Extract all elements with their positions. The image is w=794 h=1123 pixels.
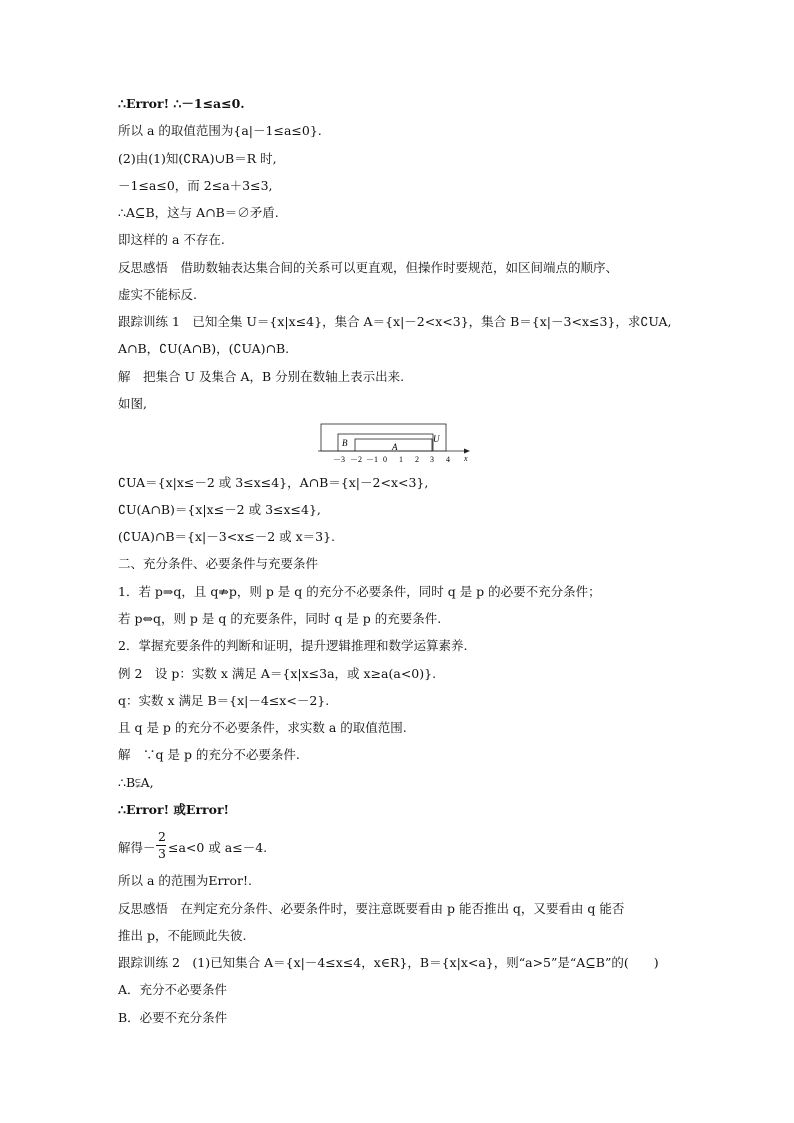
text-line: ∴B⫋A, (118, 775, 154, 790)
set-label-u: U (433, 434, 440, 444)
solution-line: 解 ∵q 是 p 的充分不必要条件. (118, 747, 300, 762)
tick-label: 3 (430, 455, 434, 464)
tick-label: 1 (399, 455, 403, 464)
text-line: 1．若 p⇒q，且 q⇏p，则 p 是 q 的充分不必要条件，同时 q 是 p 的必要不充分条件； (118, 584, 601, 599)
tick-label: －1 (366, 455, 378, 464)
exercise-heading: 跟踪训练 1 已知全集 U＝{x|x≤4}，集合 A＝{x|－2<x<3}，集合 B＝{x|－3<x≤3}，求∁UA, (118, 314, 672, 329)
text-line: －1≤a≤0，而 2≤a＋3≤3, (118, 178, 273, 193)
reflection-heading: 反思感悟 借助数轴表达集合间的关系可以更直观，但操作时要规范，如区间端点的顺序、 (118, 260, 619, 275)
text-line: 且 q 是 p 的充分不必要条件，求实数 a 的取值范围. (118, 720, 407, 735)
text-line: (2)由(1)知(∁RA)∪B＝R 时, (118, 151, 277, 166)
set-u-box (321, 424, 446, 451)
option-b: B．必要不充分条件 (118, 1010, 228, 1025)
axis-label: x (464, 454, 468, 463)
tick-label: 4 (446, 455, 450, 464)
set-label-b: B (342, 438, 348, 448)
reflection-heading: 反思感悟 在判定充分条件、必要条件时，要注意既要看由 p 能否推出 q，又要看由 q 能否 (118, 901, 625, 916)
text-line: ∴A⊆B，这与 A∩B＝∅矛盾. (118, 205, 279, 220)
tick-label: 2 (415, 455, 419, 464)
text-line: 推出 p，不能顾此失彼. (118, 928, 247, 943)
text-line: A∩B，∁U(A∩B)，(∁UA)∩B. (118, 341, 290, 356)
text-line: 所以 a 的范围为Error!. (118, 873, 252, 888)
number-line-figure (318, 420, 478, 466)
text-line: ∴Error! ∴－1≤a≤0. (118, 96, 245, 111)
fraction-suffix: ≤a<0 或 a≤－4. (168, 840, 268, 855)
option-a: A．充分不必要条件 (118, 982, 228, 997)
fraction-prefix: 解得－ (118, 840, 156, 855)
text-line: 所以 a 的取值范围为{a|－1≤a≤0}. (118, 123, 322, 138)
fraction-denominator: 3 (158, 846, 166, 861)
tick-label: －2 (350, 455, 362, 464)
set-b-box (338, 434, 433, 451)
text-line: 即这样的 a 不存在. (118, 232, 225, 247)
tick-label: －3 (333, 455, 345, 464)
text-line: (∁UA)∩B＝{x|－3<x≤－2 或 x＝3}. (118, 529, 336, 544)
exercise-heading: 跟踪训练 2 (1)已知集合 A＝{x|－4≤x≤4，x∈R}，B＝{x|x<a}，则“a>5”是“A⊆B”的( ) (118, 955, 659, 970)
text-line: 2．掌握充要条件的判断和证明，提升逻辑推理和数学运算素养. (118, 638, 468, 653)
text-line: ∴Error! 或Error! (118, 802, 230, 817)
example-heading: 例 2 设 p：实数 x 满足 A＝{x|x≤3a，或 x≥a(a<0)}. (118, 666, 437, 681)
text-line: ∁UA＝{x|x≤－2 或 3≤x≤4}，A∩B＝{x|－2<x<3}, (118, 475, 429, 490)
text-line: 如图, (118, 396, 147, 411)
text-line: 虚实不能标反. (118, 287, 197, 302)
section-heading: 二、充分条件、必要条件与充要条件 (118, 556, 319, 571)
fraction-numerator: 2 (158, 829, 166, 844)
set-label-a: A (392, 442, 398, 452)
text-line: ∁U(A∩B)＝{x|x≤－2 或 3≤x≤4}, (118, 502, 321, 517)
text-line: q：实数 x 满足 B＝{x|－4≤x<－2}. (118, 693, 330, 708)
solution-line: 解 把集合 U 及集合 A，B 分别在数轴上表示出来. (118, 369, 405, 384)
fraction-line (118, 829, 278, 863)
axis-arrow (464, 449, 470, 454)
text-line: 若 p⇔q，则 p 是 q 的充要条件，同时 q 是 p 的充要条件. (118, 611, 442, 626)
tick-label: 0 (383, 455, 387, 464)
